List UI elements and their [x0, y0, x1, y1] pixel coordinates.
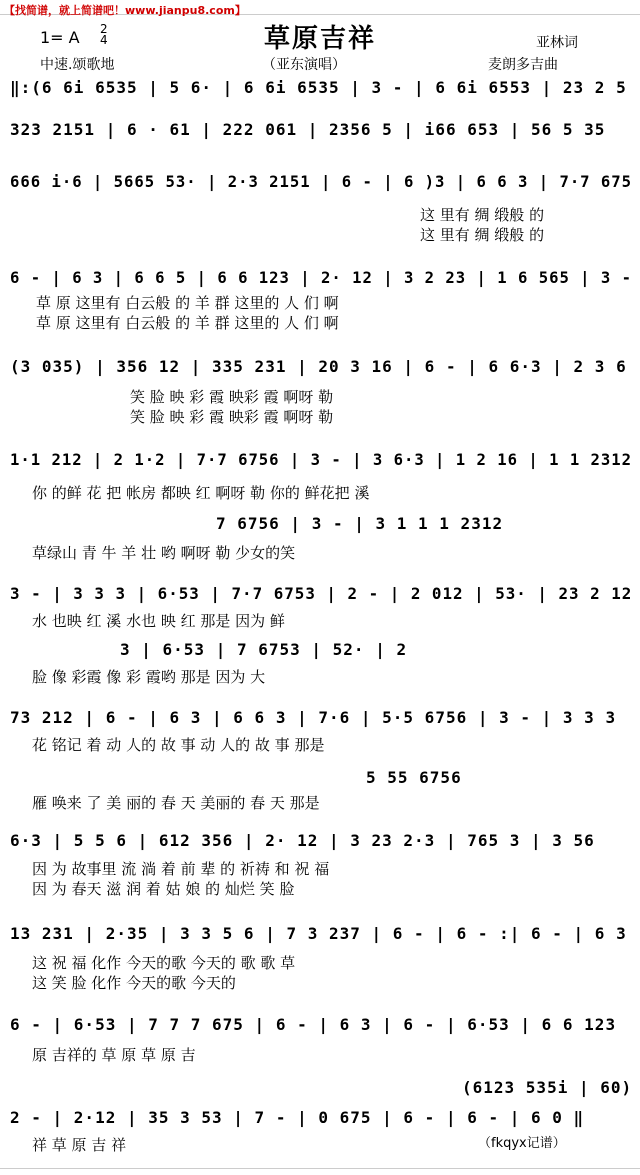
lyric-line: 因 为 故事里 流 淌 着 前 辈 的 祈祷 和 祝 福: [32, 860, 330, 878]
notation-line: 1·1 212 | 2 1·2 | 7·7 6756 | 3 - | 3 6·3 | 1 2 16 | 1 1 2312: [10, 450, 633, 469]
lyric-line: 草 原 这里有 白云般 的 羊 群 这里的 人 们 啊: [36, 294, 339, 312]
tempo-marking: 中速.颂歌地: [40, 57, 115, 73]
lyric-line: 笑 脸 映 彩 霞 映彩 霞 啊呀 勒: [130, 388, 334, 406]
notation-line: 323 2151 | 6 · 61 | 222 061 | 2356 5 | i66 653 | 56 5 35: [10, 120, 606, 139]
notation-line: 2 - | 2·12 | 35 3 53 | 7 - | 0 675 | 6 - | 6 - | 6 0 ‖: [10, 1108, 585, 1127]
bottom-rule: [0, 1168, 640, 1169]
notation-line: ‖:(6 6i 6535 | 5 6· | 6 6i 6535 | 3 - | 6 6i 6553 | 23 2 5: [10, 78, 627, 97]
notation-line: 73 212 | 6 - | 6 3 | 6 6 3 | 7·6 | 5·5 6756 | 3 - | 3 3 3: [10, 708, 617, 727]
notation-line: 6·3 | 5 5 6 | 612 356 | 2· 12 | 3 23 2·3 | 765 3 | 3 56: [10, 831, 595, 850]
lyric-line: 雁 唤来 了 美 丽的 春 天 美丽的 春 天 那是: [32, 794, 320, 812]
lyric-line: 水 也映 红 溪 水也 映 红 那是 因为 鲜: [32, 612, 285, 630]
notation-line: (6123 535i | 60): [462, 1078, 633, 1097]
composer: 麦朗多吉曲: [488, 57, 558, 73]
lyric-line: 这 里有 绸 缎般 的: [420, 206, 545, 224]
lyric-line: 草绿山 青 牛 羊 壮 哟 啊呀 勒 少女的笑: [32, 544, 296, 562]
notation-line: 6 - | 6·53 | 7 7 7 675 | 6 - | 6 3 | 6 - | 6·53 | 6 6 123: [10, 1015, 617, 1034]
lyric-line: 因 为 春天 滋 润 着 姑 娘 的 灿烂 笑 脸: [32, 880, 295, 898]
key-signature: 1= A: [40, 28, 80, 47]
page-title: 草原吉祥: [263, 24, 376, 54]
meter-bottom: 4: [100, 33, 108, 47]
site-banner[interactable]: 【找简谱，就上简谱吧！www.jianpu8.com】: [4, 4, 246, 17]
transcriber-credit: （fkqyx记谱）: [478, 1136, 566, 1151]
notation-line: 3 | 6·53 | 7 6753 | 52· | 2: [120, 640, 408, 659]
lyric-line: 草 原 这里有 白云般 的 羊 群 这里的 人 们 啊: [36, 314, 339, 332]
singer: （亚东演唱）: [262, 57, 346, 73]
notation-line: (3 035) | 356 12 | 335 231 | 20 3 16 | 6 - | 6 6·3 | 2 3 6: [10, 357, 627, 376]
lyric-line: 这 笑 脸 化作 今天的歌 今天的: [32, 974, 236, 992]
lyric-line: 原 吉祥的 草 原 草 原 吉: [32, 1046, 196, 1064]
lyric-line: 祥 草 原 吉 祥: [32, 1136, 127, 1154]
lyric-line: 这 祝 福 化作 今天的歌 今天的 歌 歌 草: [32, 954, 296, 972]
notation-line: 6 - | 6 3 | 6 6 5 | 6 6 123 | 2· 12 | 3 2 23 | 1 6 565 | 3 -: [10, 268, 633, 287]
lyric-line: 花 铭记 着 动 人的 故 事 动 人的 故 事 那是: [32, 736, 325, 754]
lyric-line: 笑 脸 映 彩 霞 映彩 霞 啊呀 勒: [130, 408, 334, 426]
notation-line: 13 231 | 2·35 | 3 3 5 6 | 7 3 237 | 6 - | 6 - :| 6 - | 6 3: [10, 924, 627, 943]
meter-top: 2: [100, 22, 108, 36]
lyric-line: 脸 像 彩霞 像 彩 霞哟 那是 因为 大: [32, 668, 266, 686]
lyricist: 亚林词: [536, 35, 578, 51]
notation-line: 5 55 6756: [366, 768, 462, 787]
notation-line: 666 i·6 | 5665 53· | 2·3 2151 | 6 - | 6 )3 | 6 6 3 | 7·7 675: [10, 172, 633, 191]
lyric-line: 你 的鲜 花 把 帐房 都映 红 啊呀 勒 你的 鲜花把 溪: [32, 484, 370, 502]
notation-line: 3 - | 3 3 3 | 6·53 | 7·7 6753 | 2 - | 2 012 | 53· | 23 2 12: [10, 584, 633, 603]
notation-line: 7 6756 | 3 - | 3 1 1 1 2312: [216, 514, 504, 533]
lyric-line: 这 里有 绸 缎般 的: [420, 226, 545, 244]
